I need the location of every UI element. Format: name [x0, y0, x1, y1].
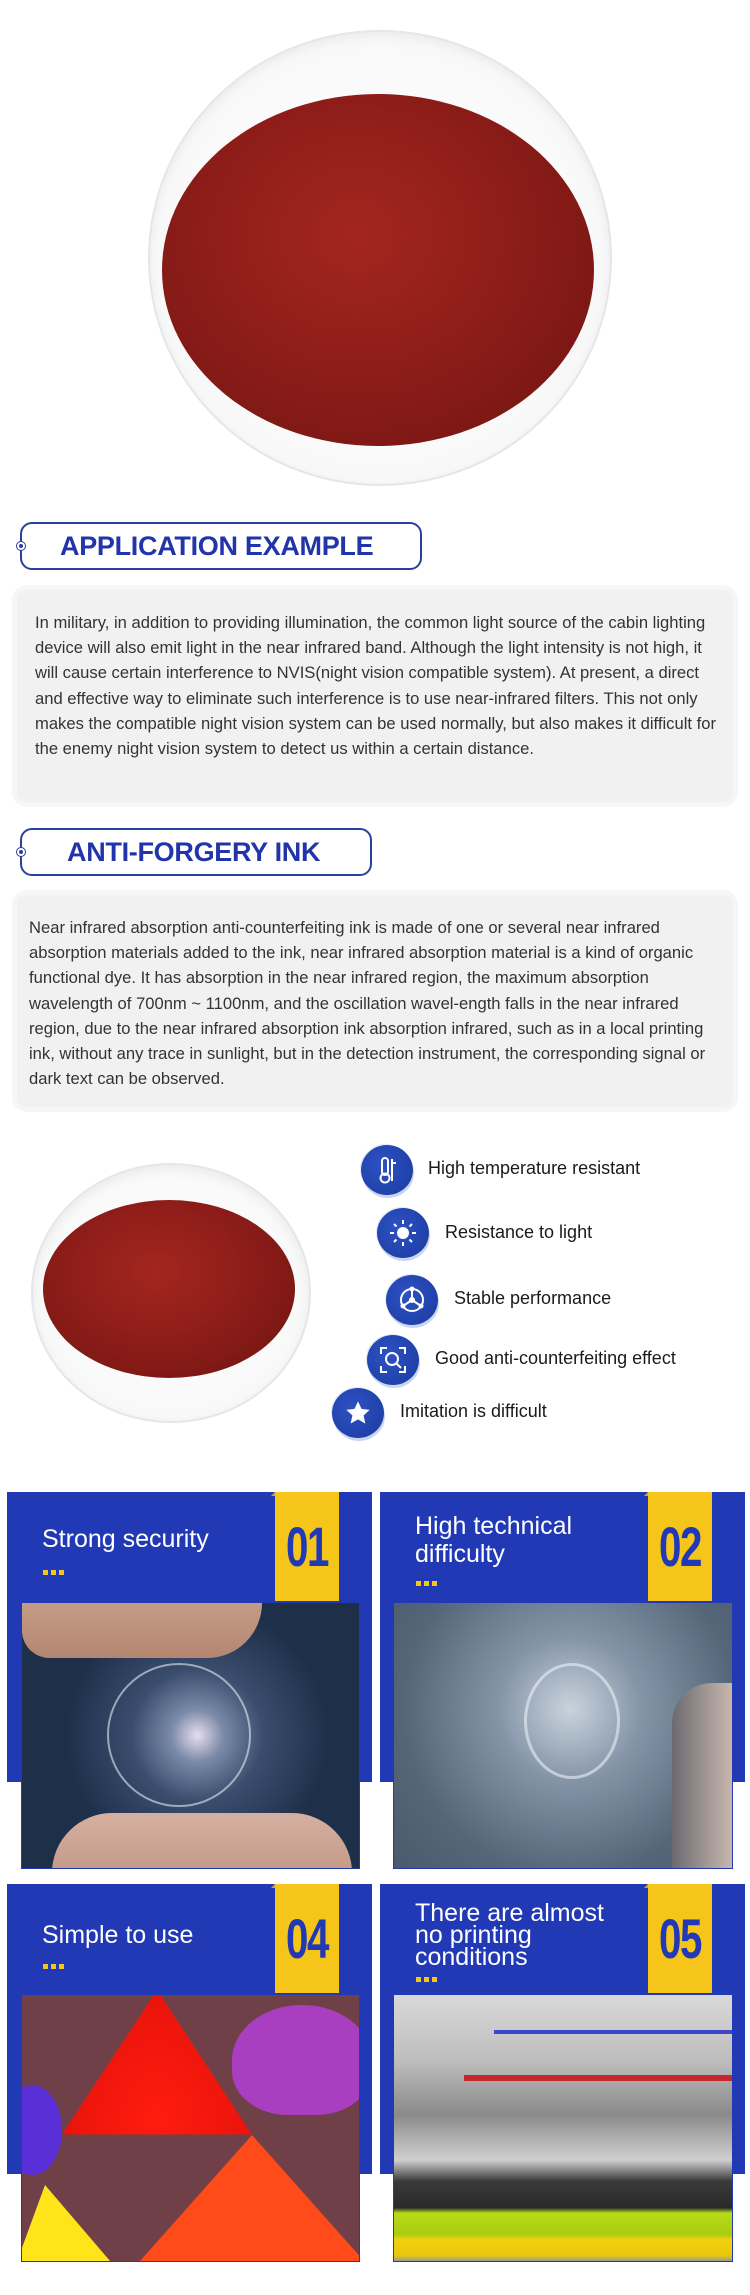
purple-powder — [232, 2005, 360, 2115]
application-title: APPLICATION EXAMPLE — [60, 530, 374, 561]
decorative-dots-icon — [43, 1570, 64, 1575]
card-title: Simple to use — [42, 1921, 194, 1949]
card-number: 01 — [286, 1515, 328, 1578]
printing-press-image — [393, 1994, 733, 2262]
card-number-tab — [648, 1884, 712, 1993]
feature-label: Resistance to light — [445, 1222, 593, 1242]
card-title: High technical difficulty — [415, 1512, 573, 1568]
orange-powder — [132, 2135, 360, 2262]
decorative-dots-icon — [416, 1581, 437, 1586]
feature-label: High temperature resistant — [428, 1158, 641, 1178]
card-title: There are almost no printing conditions — [415, 1899, 604, 1971]
card-number-tab — [648, 1492, 712, 1601]
application-text-box — [17, 590, 733, 802]
blue-powder — [21, 2085, 62, 2175]
top-hand — [22, 1603, 262, 1658]
application-body: In military, in addition to providing illumination, the common light source of the cabin lighting device will also emit light in the near infrared band. Although the light intensity is not high, it will cause certain interference to NVIS(night vision compatible system). At present, a direct and effective way to eliminate such interference is to use near-infrared filters. This not only makes the compatible night vision system can be used normally, but also makes it difficult for the enemy night vision system to detect us within a certain distance. — [35, 613, 716, 759]
anti-forgery-heading — [20, 828, 372, 876]
decorative-dots-icon — [43, 1964, 64, 1969]
anti-forgery-text-box — [17, 895, 733, 1107]
feature-label: Stable performance — [454, 1288, 612, 1308]
yellow-powder — [21, 2185, 122, 2262]
anti-forgery-title: ANTI-FORGERY INK — [67, 836, 321, 867]
anti-forgery-body: Near infrared absorption anti-counterfeiting ink is made of one or several near infrared absorption materials added to the ink, near infrared absorption material is a kind of organic functional dye. It has absorption in the near infrared region, the maximum absorption wavelength of 700nm ~ 1100nm, and the oscillation wavel-ength falls in the near infrared region, due to the near infrared absorption ink absorption infrared, such as in a local printing ink, without any trace in sunlight, but in the detection instrument, the corresponding signal or dark text can be observed. — [29, 918, 706, 1089]
star-icon — [332, 1388, 384, 1438]
red-ink-roller — [464, 2075, 732, 2081]
device-ring — [524, 1663, 620, 1779]
hands-dollar-sphere-image — [21, 1602, 360, 1869]
hero-red-powder — [162, 94, 594, 446]
feature-label: Good anti-counterfeiting effect — [435, 1348, 676, 1368]
bullet-dot-icon — [16, 847, 26, 857]
person-profile — [672, 1683, 732, 1868]
card-number: 05 — [659, 1907, 701, 1970]
application-example-heading — [20, 522, 422, 570]
card-number: 02 — [659, 1515, 701, 1578]
red-powder — [62, 1994, 252, 2160]
stable-structure-icon — [386, 1275, 438, 1325]
decorative-dots-icon — [416, 1977, 437, 1982]
card-number-tab — [275, 1492, 339, 1601]
bottom-hand — [52, 1813, 352, 1869]
feature-red-powder — [43, 1200, 295, 1378]
glass-sphere — [107, 1663, 251, 1807]
card-number: 04 — [286, 1907, 328, 1970]
blue-ink-roller — [494, 2030, 732, 2034]
feature-label: Imitation is difficult — [400, 1401, 547, 1421]
card-title: Strong security — [42, 1525, 209, 1553]
medical-technology-interface-image — [393, 1602, 733, 1869]
colored-powder-bowls-image — [21, 1994, 360, 2262]
bullet-dot-icon — [16, 541, 26, 551]
thermometer-icon — [361, 1145, 413, 1195]
card-number-tab — [275, 1884, 339, 1993]
scan-search-icon — [367, 1335, 419, 1385]
sun-icon — [377, 1208, 429, 1258]
